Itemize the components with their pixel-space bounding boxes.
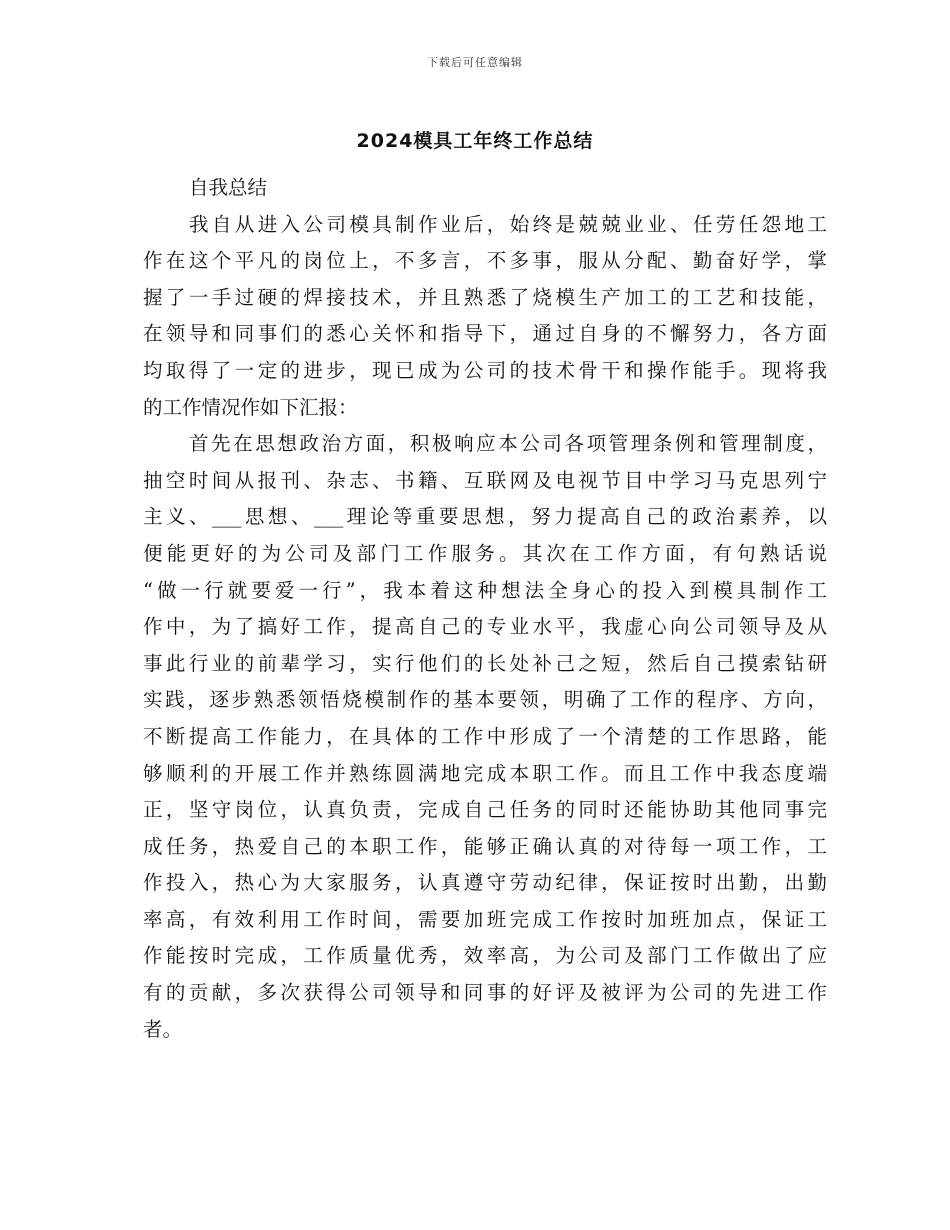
document-title: 2024模具工年终工作总结 bbox=[356, 130, 594, 152]
section-heading: 自我总结 bbox=[189, 176, 268, 199]
paragraph-line: 便能更好的为公司及部门工作服务。其次在工作方面，有句熟话说 bbox=[143, 541, 827, 565]
paragraph-line: 不断提高工作能力，在具体的工作中形成了一个清楚的工作思路，能 bbox=[143, 724, 827, 748]
document-body bbox=[143, 170, 827, 1048]
paragraph-line: 我自从进入公司模具制作业后，始终是兢兢业业、任劳任怨地工 bbox=[189, 212, 827, 236]
paragraph-line: 在领导和同事们的悉心关怀和指导下，通过自身的不懈努力，各方面 bbox=[143, 322, 827, 346]
paragraph-line: 事此行业的前辈学习，实行他们的长处补己之短，然后自己摸索钻研 bbox=[143, 651, 827, 675]
paragraph-line: 成任务，热爱自己的本职工作，能够正确认真的对待每一项工作，工 bbox=[143, 834, 827, 858]
paragraph-line: 首先在思想政治方面，积极响应本公司各项管理条例和管理制度， bbox=[189, 432, 827, 456]
paragraph-line: 者。 bbox=[143, 1017, 183, 1041]
header-note: 下载后可任意编辑 bbox=[427, 56, 523, 69]
paragraph-line: 率高，有效利用工作时间，需要加班完成工作按时加班加点，保证工 bbox=[143, 907, 827, 931]
paragraph-line: 够顺利的开展工作并熟练圆满地完成本职工作。而且工作中我态度端 bbox=[143, 761, 827, 785]
paragraph-line: 抽空时间从报刊、杂志、书籍、互联网及电视节目中学习马克思列宁 bbox=[143, 468, 827, 492]
paragraph-line: 作在这个平凡的岗位上，不多言，不多事，服从分配、勤奋好学，掌 bbox=[143, 249, 827, 273]
paragraph-line: 有的贡献，多次获得公司领导和同事的好评及被评为公司的先进工作 bbox=[143, 981, 827, 1005]
paragraph-line: 作能按时完成，工作质量优秀，效率高，为公司及部门工作做出了应 bbox=[143, 944, 827, 968]
paragraph-line: 均取得了一定的进步，现已成为公司的技术骨干和操作能手。现将我 bbox=[143, 358, 827, 382]
paragraph-line: 主义、___思想、___理论等重要思想，努力提高自己的政治素养，以 bbox=[143, 505, 827, 529]
paragraph-line: 作投入，热心为大家服务，认真遵守劳动纪律，保证按时出勤，出勤 bbox=[143, 871, 827, 895]
paragraph-line: 实践，逐步熟悉领悟烧模制作的基本要领，明确了工作的程序、方向， bbox=[143, 688, 827, 712]
paragraph-line: 的工作情况作如下汇报： bbox=[143, 395, 358, 419]
paragraph-line: 握了一手过硬的焊接技术，并且熟悉了烧模生产加工的工艺和技能， bbox=[143, 285, 827, 309]
paragraph-line: “做一行就要爱一行”，我本着这种想法全身心的投入到模具制作工 bbox=[143, 578, 827, 602]
paragraph-line: 正，坚守岗位，认真负责，完成自己任务的同时还能协助其他同事完 bbox=[143, 798, 827, 822]
paragraph-line: 作中，为了搞好工作，提高自己的专业水平，我虚心向公司领导及从 bbox=[143, 615, 827, 639]
